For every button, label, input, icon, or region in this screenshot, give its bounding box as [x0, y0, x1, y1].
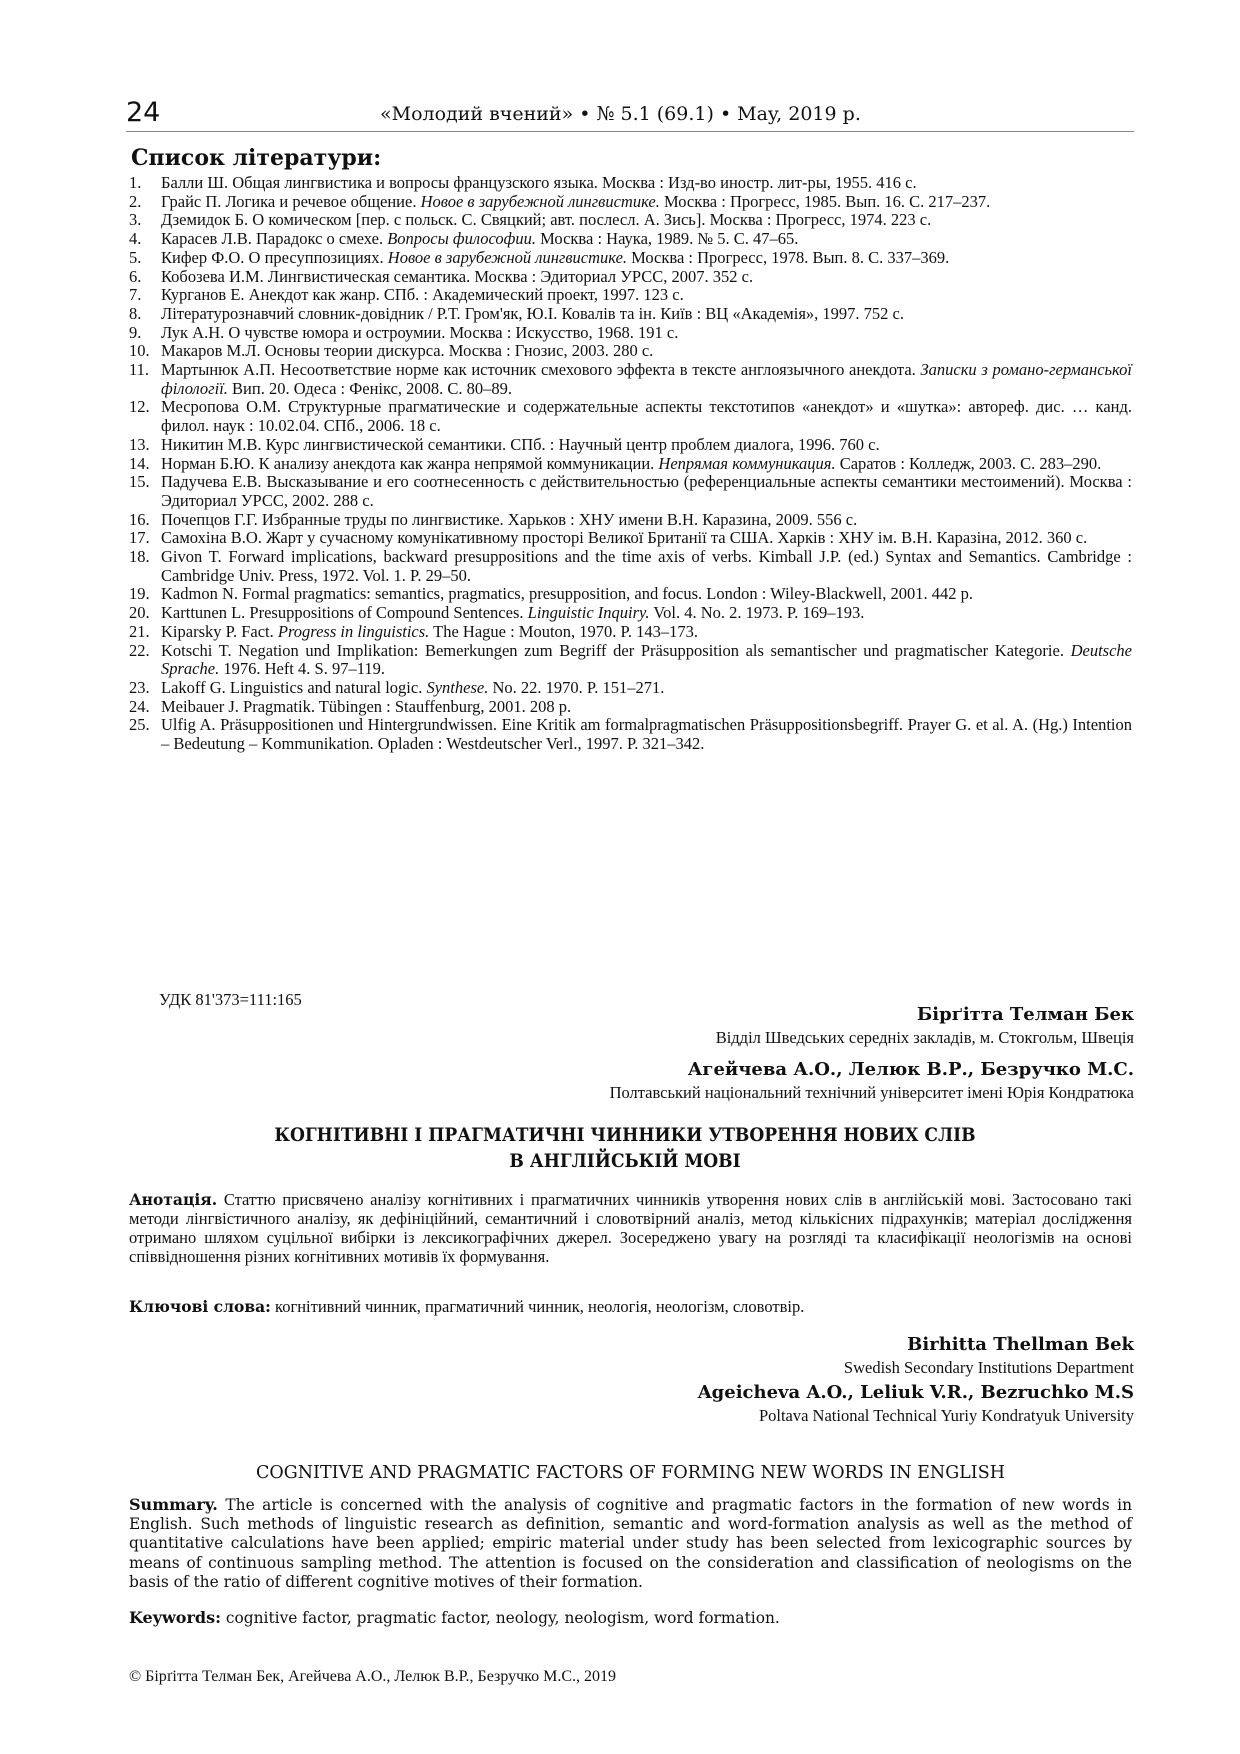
reference-text-part: Мартынюк А.П. Несоответствие норме как источник смехового эффекта в тексте англоязычного анекдота. — [161, 360, 921, 380]
reference-text-part: Kotschi T. Negation und Implikation: Bemerkungen zum Begriff der Präsupposition als semantischer und pragmatischer Kategorie. — [161, 640, 1071, 660]
reference-text-part: Месропова О.М. Структурные прагматические и содержательные аспекты текстотипов «анекдот» и «шутка»: автореф. дис. … канд. филол. наук : 10.02.04. СПб., 2006. 18 с. — [161, 397, 1132, 436]
reference-number: 10. — [129, 341, 150, 361]
reference-text-part: Kiparsky P. Fact. — [161, 621, 278, 641]
reference-number: 24. — [129, 696, 150, 716]
reference-source-title: Deutsche Sprache. — [161, 640, 1132, 679]
reference-item — [129, 698, 1132, 717]
reference-item — [129, 324, 1132, 343]
references-heading: Список літератури: — [131, 145, 382, 171]
copyright-line: © Бірґітта Телман Бек, Агейчева А.О., Лелюк В.Р., Безручко М.С., 2019 — [129, 1668, 617, 1685]
reference-text — [161, 193, 1132, 212]
article-title-en: COGNITIVE AND PRAGMATIC FACTORS OF FORMING NEW WORDS IN ENGLISH — [256, 1463, 1005, 1483]
reference-text — [161, 286, 1132, 305]
reference-text-part: Ulfig A. Präsuppositionen und Hintergrundwissen. Eine Kritik am formalpragmatischen Präsuppositionsbegriff. Prayer G. et al. A. (Hg.) Intention – Bedeutung – Kommunikation. Opladen : Westdeutscher Verl., 1997. P. 321–342. — [161, 715, 1132, 754]
reference-source-title: Новое в зарубежной лингвистике. — [420, 191, 660, 211]
reference-text-part: Самохіна В.О. Жарт у сучасному комунікативному просторі Великої Британії та США. Харків : ХНУ ім. В.Н. Каразіна, 2012. 360 с. — [161, 528, 1088, 548]
reference-text — [161, 585, 1132, 604]
reference-number: 21. — [129, 621, 150, 641]
reference-number: 15. — [129, 472, 150, 492]
reference-item — [129, 398, 1132, 435]
reference-item — [129, 716, 1132, 753]
reference-number: 7. — [129, 285, 142, 305]
keywords-label: Keywords: — [129, 1608, 222, 1627]
reference-item — [129, 529, 1132, 548]
header-rule — [126, 131, 1134, 132]
reference-number: 19. — [129, 584, 150, 604]
reference-number: 23. — [129, 677, 150, 697]
reference-text-part: Саратов : Колледж, 2003. С. 283–290. — [835, 453, 1102, 473]
reference-text-part: Vol. 4. No. 2. 1973. P. 169–193. — [649, 603, 865, 623]
reference-text — [161, 716, 1132, 753]
keywords-en — [129, 1608, 1132, 1628]
reference-text-part: Никитин М.В. Курс лингвистической семантики. СПб. : Научный центр проблем диалога, 1996. 760 с. — [161, 434, 880, 454]
author-affiliation: Swedish Secondary Institutions Department — [843, 1358, 1134, 1377]
summary-en — [129, 1495, 1132, 1592]
author-name: Агейчева А.О., Лелюк В.Р., Безручко М.С. — [687, 1059, 1134, 1080]
keywords-uk — [129, 1297, 1132, 1316]
reference-item — [129, 174, 1132, 193]
reference-text — [161, 455, 1132, 474]
reference-text-part: Карасев Л.В. Парадокс о смехе. — [161, 229, 388, 249]
reference-item — [129, 623, 1132, 642]
reference-item — [129, 193, 1132, 212]
reference-text-part: Падучева Е.В. Высказывание и его соотнесенность с действительностью (референциальные аспекты семантики местоимений). Москва : Эдиториал УРСС, 2002. 288 с. — [161, 472, 1132, 510]
author-block-en-2 — [698, 1381, 1134, 1427]
author-affiliation: Відділ Шведських середніх закладів, м. Стокгольм, Швеція — [715, 1028, 1134, 1047]
reference-text — [161, 398, 1132, 435]
reference-source-title: Synthese. — [426, 677, 489, 697]
abstract-uk — [129, 1190, 1132, 1266]
reference-number: 18. — [129, 547, 150, 567]
reference-text — [161, 342, 1132, 361]
reference-item — [129, 679, 1132, 698]
reference-item — [129, 473, 1132, 510]
article-title-uk-line-1: КОГНІТИВНІ І ПРАГМАТИЧНІ ЧИННИКИ УТВОРЕННЯ НОВИХ СЛІВ — [274, 1124, 976, 1146]
reference-number: 1. — [129, 173, 142, 192]
reference-text-part: Москва : Прогресс, 1978. Вып. 8. С. 337–369. — [627, 247, 950, 267]
reference-text-part: Meibauer J. Pragmatik. Tübingen : Stauffenburg, 2001. 208 p. — [161, 696, 572, 716]
reference-item — [129, 342, 1132, 361]
reference-text — [161, 511, 1132, 530]
reference-number: 9. — [129, 322, 142, 342]
reference-number: 3. — [129, 210, 142, 230]
reference-text-part: Балли Ш. Общая лингвистика и вопросы французского языка. Москва : Изд-во иностр. лит-ры, 1955. 416 с. — [161, 173, 917, 192]
reference-text — [161, 698, 1132, 717]
author-affiliation: Poltava National Technical Yuriy Kondratyuk University — [758, 1406, 1134, 1425]
reference-number: 13. — [129, 434, 150, 454]
reference-text — [161, 361, 1132, 398]
reference-text — [161, 211, 1132, 230]
reference-item — [129, 548, 1132, 585]
reference-text-part: Норман Б.Ю. К анализу анекдота как жанра непрямой коммуникации. — [161, 453, 659, 473]
reference-source-title: Записки з романо-германської філології. — [161, 360, 1132, 398]
author-block-uk-2 — [610, 1058, 1134, 1104]
reference-source-title: Новое в зарубежной лингвистике. — [387, 247, 628, 267]
article-title-uk — [189, 1122, 1062, 1174]
running-header: «Молодий вчений» • № 5.1 (69.1) • May, 2019 р. — [380, 103, 861, 125]
reference-list — [129, 174, 1132, 754]
reference-text — [161, 642, 1132, 679]
reference-text — [161, 679, 1132, 698]
reference-text-part: Karttunen L. Presuppositions of Compound Sentences. — [161, 603, 528, 623]
reference-text — [161, 249, 1132, 268]
reference-item — [129, 604, 1132, 623]
reference-text-part: The Hague : Mouton, 1970. P. 143–173. — [429, 621, 699, 641]
reference-text — [161, 230, 1132, 249]
reference-number: 11. — [129, 360, 150, 380]
reference-text — [161, 604, 1132, 623]
reference-source-title: Progress in linguistics. — [277, 621, 430, 641]
reference-number: 17. — [129, 528, 150, 548]
reference-source-title: Linguistic Inquiry. — [527, 603, 650, 623]
reference-text — [161, 174, 1132, 193]
reference-text-part: Givon T. Forward implications, backward presuppositions and the time axis of verbs. Kimball J.P. (ed.) Syntax and Semantics. Cambridge : Cambridge Univ. Press, 1972. Vol. 1. P. 29–50. — [161, 547, 1132, 585]
reference-item — [129, 455, 1132, 474]
reference-text — [161, 436, 1132, 455]
reference-text-part: Кифер Ф.О. О пресуппозициях. — [161, 247, 388, 267]
reference-text-part: Курганов Е. Анекдот как жанр. СПб. : Академический проект, 1997. 123 с. — [161, 285, 684, 305]
reference-number: 14. — [129, 453, 150, 473]
keywords-text: когнітивний чинник, прагматичний чинник, неологія, неологізм, словотвір. — [270, 1297, 805, 1316]
reference-text — [161, 548, 1132, 585]
author-name: Birhitta Thellman Bek — [907, 1334, 1134, 1355]
reference-text-part: Вип. 20. Одеса : Фенікс, 2008. С. 80–89. — [227, 378, 513, 398]
reference-text-part: Дземидок Б. О комическом [пер. с польск. С. Свяцкий; авт. послесл. А. Зись]. Москва : Прогресс, 1974. 223 с. — [161, 210, 932, 230]
reference-number: 6. — [129, 266, 142, 286]
reference-number: 12. — [129, 397, 150, 417]
author-name: Ageicheva A.O., Leliuk V.R., Bezruchko M.S — [697, 1382, 1134, 1403]
reference-number: 2. — [129, 191, 142, 211]
summary-text: The article is concerned with the analysis of cognitive and pragmatic factors in the formation of new words in English. Such methods of linguistic research as definition, semantic and word-formation analysis as well as the method of quantitative calculations have been applied; empiric material under study has been selected from lexicographic sources by means of continuous sampling method. The attention is focused on the consideration and classification of neologisms on the basis of the ratio of different cognitive motives of their formation. — [129, 1496, 1132, 1591]
reference-text-part: Москва : Наука, 1989. № 5. С. 47–65. — [536, 229, 799, 249]
reference-item — [129, 268, 1132, 287]
reference-text-part: Kadmon N. Formal pragmatics: semantics, pragmatics, presupposition, and focus. London : Wiley-Blackwell, 2001. 442 p. — [161, 584, 973, 604]
reference-item — [129, 436, 1132, 455]
reference-item — [129, 286, 1132, 305]
reference-text-part: Грайс П. Логика и речевое общение. — [161, 191, 421, 211]
reference-number: 16. — [129, 509, 150, 529]
reference-item — [129, 511, 1132, 530]
reference-text-part: Кобозева И.М. Лингвистическая семантика. Москва : Эдиториал УРСС, 2007. 352 с. — [161, 266, 754, 286]
reference-item — [129, 249, 1132, 268]
reference-text-part: Макаров М.Л. Основы теории дискурса. Москва : Гнозис, 2003. 280 с. — [161, 341, 654, 361]
keywords-text: cognitive factor, pragmatic factor, neology, neologism, word formation. — [221, 1609, 780, 1627]
reference-text — [161, 473, 1132, 510]
reference-number: 25. — [129, 715, 150, 735]
reference-item — [129, 642, 1132, 679]
reference-item — [129, 230, 1132, 249]
reference-item — [129, 585, 1132, 604]
keywords-label: Ключові слова: — [129, 1297, 271, 1316]
udk-code: УДК 81'373=111:165 — [159, 990, 302, 1009]
reference-text-part: Лук А.Н. О чувстве юмора и остроумии. Москва : Искусство, 1968. 191 с. — [161, 322, 679, 342]
reference-text — [161, 529, 1132, 548]
reference-text-part: Lakoff G. Linguistics and natural logic. — [161, 677, 427, 697]
reference-number: 5. — [129, 247, 142, 267]
reference-item — [129, 211, 1132, 230]
summary-label: Summary. — [129, 1495, 218, 1514]
author-block-uk-1 — [716, 1003, 1134, 1049]
reference-number: 4. — [129, 229, 142, 249]
reference-text-part: No. 22. 1970. P. 151–271. — [488, 677, 665, 697]
page-number: 24 — [126, 97, 161, 128]
reference-text — [161, 268, 1132, 287]
reference-item — [129, 305, 1132, 324]
reference-text — [161, 324, 1132, 343]
author-affiliation: Полтавський національний технічний університет імені Юрія Кондратюка — [609, 1083, 1134, 1102]
abstract-text: Статтю присвячено аналізу когнітивних і прагматичних чинників утворення нових слів в англійській мові. Застосовано такі методи лінгвістичного аналізу, як дефініційний, семантичний і словотвірний аналіз, метод кількісних підрахунків; матеріал дослідження отримано шляхом суцільної вибірки із лексикографічних джерел. Зосереджено увагу на розгляді та класифікації неологізмів на основі співвідношення різних когнітивних мотивів їх формування. — [129, 1190, 1132, 1266]
author-name: Бірґітта Телман Бек — [916, 1004, 1134, 1025]
reference-item — [129, 361, 1132, 398]
reference-source-title: Непрямая коммуникация. — [658, 453, 836, 473]
reference-text-part: Москва : Прогресс, 1985. Вып. 16. С. 217–237. — [659, 191, 991, 211]
reference-number: 22. — [129, 640, 150, 660]
reference-text-part: 1976. Heft 4. S. 97–119. — [219, 659, 385, 679]
abstract-label: Анотація. — [129, 1190, 218, 1209]
article-title-uk-line-2: В АНГЛІЙСЬКІЙ МОВІ — [509, 1150, 741, 1172]
reference-text — [161, 623, 1132, 642]
author-block-en-1 — [844, 1333, 1134, 1379]
reference-text — [161, 305, 1132, 324]
reference-text-part: Літературознавчий словник-довідник / Р.Т. Гром'як, Ю.І. Ковалів та ін. Київ : ВЦ «Академія», 1997. 752 с. — [161, 303, 904, 323]
reference-text-part: Почепцов Г.Г. Избранные труды по лингвистике. Харьков : ХНУ имени В.Н. Каразина, 2009. 556 с. — [161, 509, 858, 529]
reference-source-title: Вопросы философии. — [387, 229, 537, 249]
reference-number: 20. — [129, 603, 150, 623]
reference-number: 8. — [129, 303, 142, 323]
